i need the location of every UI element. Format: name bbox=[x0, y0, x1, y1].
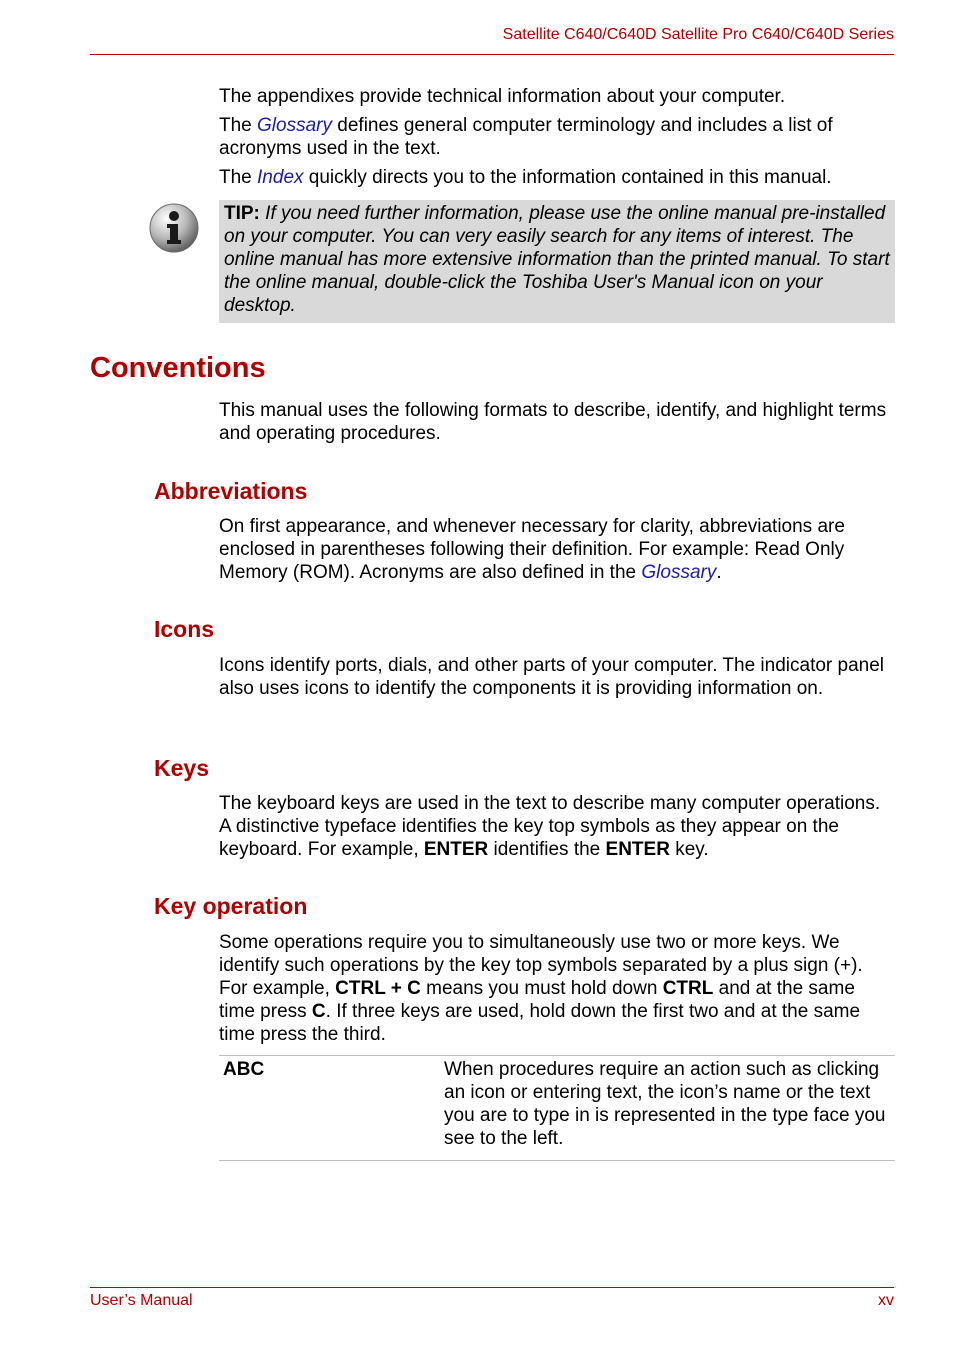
key-operation-heading: Key operation bbox=[154, 893, 308, 919]
conventions-paragraph: This manual uses the following formats to describe, identify, and highlight terms and operating procedures. bbox=[219, 400, 887, 444]
keys-paragraph bbox=[219, 792, 895, 861]
intro-paragraph-3 bbox=[219, 166, 895, 189]
intro-text: The bbox=[219, 167, 258, 188]
key-ctrl-c: CTRL + C bbox=[335, 978, 421, 999]
running-header: Satellite C640/C640D Satellite Pro C640/C640D Series bbox=[502, 26, 894, 43]
keys-text bbox=[219, 792, 895, 861]
tip-text: If you need further information, please use the online manual pre-installed on your computer. You can very easily search for any items of interest. The online manual has more extensive information than the printed manual. To start the online manual, double-click the Toshiba User's Manual icon on your desktop. bbox=[224, 203, 890, 316]
info-icon bbox=[148, 202, 200, 254]
intro-text: defines general computer terminology and includes a list of acronyms used in the text. bbox=[219, 115, 833, 159]
intro-section bbox=[219, 85, 895, 189]
keys-text-part: The keyboard keys are used in the text to describe many computer operations. A distinctive typeface identifies the key top symbols as they appear on the keyboard. For example, bbox=[219, 793, 881, 860]
intro-paragraph-1: The appendixes provide technical information about your computer. bbox=[219, 86, 786, 107]
key-enter: ENTER bbox=[423, 839, 489, 860]
icons-text bbox=[219, 654, 895, 700]
key-operation-paragraph bbox=[219, 931, 895, 1046]
conventions-table bbox=[219, 1055, 895, 1161]
conventions-text bbox=[219, 399, 895, 445]
intro-paragraph-2 bbox=[219, 114, 895, 160]
key-op-text-part: Some operations require you to simultaneously use two or more keys. We identify such operations by the key top symbols separated by a plus sign (+). For example, bbox=[219, 932, 863, 999]
footer-rule bbox=[90, 1287, 894, 1288]
index-link[interactable]: Index bbox=[257, 167, 304, 188]
icons-paragraph: Icons identify ports, dials, and other parts of your computer. The indicator panel also uses icons to identify the components it is providing information on. bbox=[219, 655, 885, 699]
icons-heading: Icons bbox=[154, 616, 215, 642]
page-number: xv bbox=[878, 1292, 894, 1309]
keys-text-part: identifies the bbox=[488, 839, 606, 860]
footer-manual-title: User’s Manual bbox=[90, 1292, 193, 1309]
key-c: C bbox=[311, 1001, 326, 1022]
conventions-heading: Conventions bbox=[90, 352, 266, 384]
abbreviations-paragraph bbox=[219, 515, 895, 584]
header-rule bbox=[90, 54, 894, 55]
table-term: ABC bbox=[223, 1059, 265, 1080]
key-op-text-part: means you must hold down bbox=[420, 978, 663, 999]
key-enter: ENTER bbox=[605, 839, 670, 860]
tip-box bbox=[219, 200, 895, 323]
table-row bbox=[219, 1056, 895, 1160]
glossary-link[interactable]: Glossary bbox=[257, 115, 332, 136]
tip-label: TIP: bbox=[224, 203, 260, 224]
intro-text: quickly directs you to the information contained in this manual. bbox=[303, 167, 832, 188]
keys-text-part: key. bbox=[669, 839, 709, 860]
abbreviations-text bbox=[219, 515, 895, 584]
abbreviations-heading: Abbreviations bbox=[154, 478, 308, 504]
keys-heading: Keys bbox=[154, 755, 209, 781]
glossary-link[interactable]: Glossary bbox=[641, 562, 717, 583]
intro-text: The bbox=[219, 115, 258, 136]
abbreviations-text-part: . bbox=[716, 562, 722, 583]
key-op-text-part: and at the same time press bbox=[219, 978, 855, 1022]
key-ctrl: CTRL bbox=[662, 978, 714, 999]
key-operation-text bbox=[219, 931, 895, 1046]
table-description: When procedures require an action such as clicking an icon or entering text, the icon’s name or the text you are to type in is represented in the type face you see to the left. bbox=[444, 1059, 886, 1149]
key-op-text-part: . If three keys are used, hold down the first two and at the same time press the third. bbox=[219, 1001, 861, 1045]
abbreviations-text-part: On first appearance, and whenever necessary for clarity, abbreviations are enclosed in parentheses following their definition. For example: Read Only Memory (ROM). Acronyms are also defined in the bbox=[219, 516, 845, 583]
